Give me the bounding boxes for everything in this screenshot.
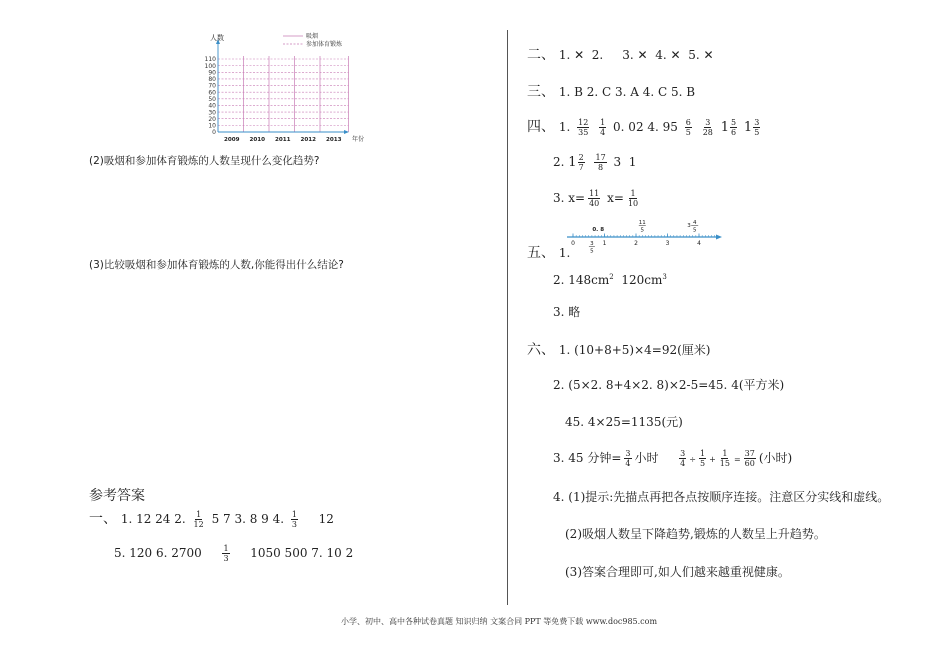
operator: = bbox=[733, 455, 741, 464]
y-tick-label: 90 bbox=[208, 69, 216, 77]
text: x= bbox=[607, 191, 624, 205]
fraction: $\frac{1}{3}$ bbox=[291, 510, 297, 529]
operator: ÷ bbox=[689, 455, 696, 464]
y-tick-label: 100 bbox=[204, 62, 216, 70]
text: 3 1 bbox=[613, 155, 637, 169]
tick-label: 0 bbox=[571, 240, 575, 247]
text: 5. 120 6. 2700 bbox=[114, 546, 202, 560]
section-1-label: 一、 bbox=[89, 511, 117, 527]
text: 小时 bbox=[634, 451, 659, 465]
section-2 bbox=[527, 44, 714, 64]
section-3 bbox=[527, 81, 695, 101]
x-tick-label: 2012 bbox=[300, 137, 317, 143]
y-tick-label: 20 bbox=[208, 115, 216, 123]
fraction: $\frac{1}{15}$ bbox=[719, 449, 730, 468]
text: (小时) bbox=[758, 451, 793, 465]
text: 3. 45 分钟= bbox=[553, 451, 622, 465]
fraction: $\frac{1}{4}$ bbox=[600, 118, 606, 137]
number-line bbox=[565, 217, 725, 259]
y-tick-label: 80 bbox=[208, 76, 216, 84]
question-3: (3)比较吸烟和参加体育锻炼的人数,你能得出什么结论? bbox=[89, 259, 344, 271]
section-4-line-2 bbox=[553, 153, 636, 172]
mark-label-numerator: 4 bbox=[692, 220, 697, 226]
mark-label-numerator: 3 bbox=[590, 241, 594, 247]
mixed-number: 1 $\frac{5}{6}$ bbox=[720, 118, 737, 137]
section-3-label: 三、 bbox=[527, 84, 555, 100]
legend-label: 吸烟 bbox=[306, 33, 319, 40]
x-tick-label: 2013 bbox=[325, 137, 342, 143]
section-6-line-5: 4. (1)提示:先描点再把各点按顺序连接。注意区分实线和虚线。 bbox=[553, 490, 890, 504]
fraction: $\frac{1}{3}$ bbox=[223, 544, 229, 563]
fraction: $\frac{12}{35}$ bbox=[578, 118, 589, 137]
y-tick-label: 50 bbox=[208, 96, 216, 104]
answers-title: 参考答案 bbox=[89, 488, 145, 504]
superscript: 3 bbox=[662, 273, 667, 281]
section-1-line-1 bbox=[89, 508, 334, 529]
fraction: $\frac{3}{28}$ bbox=[702, 118, 713, 137]
fraction: $\frac{1}{10}$ bbox=[627, 189, 639, 208]
column-divider bbox=[507, 30, 508, 605]
fraction: $\frac{3}{4}$ bbox=[680, 449, 686, 468]
section-6-line-3: 45. 4×25=1135(元) bbox=[565, 415, 683, 429]
mark-label-denominator: 5 bbox=[692, 227, 697, 234]
text: 120cm bbox=[613, 273, 663, 287]
section-5-line-2 bbox=[553, 273, 667, 287]
mark-label-numerator: 11 bbox=[638, 220, 646, 226]
superscript: 2 bbox=[609, 273, 614, 281]
y-tick-label: 70 bbox=[208, 82, 216, 90]
y-tick-label: 0 bbox=[212, 129, 216, 137]
section-5-line-1 bbox=[527, 242, 570, 262]
text: 0. 02 4. 95 bbox=[613, 120, 678, 134]
fraction: $\frac{6}{5}$ bbox=[685, 118, 691, 137]
fraction: $\frac{11}{40}$ bbox=[589, 189, 600, 208]
y-tick-label: 40 bbox=[208, 102, 216, 110]
number-line-arrow bbox=[716, 235, 722, 240]
text: 2. bbox=[553, 155, 565, 169]
x-tick-label: 2010 bbox=[249, 137, 266, 143]
y-tick-label: 110 bbox=[204, 56, 216, 64]
mark-label-denominator: 5 bbox=[640, 227, 645, 234]
mixed-number: 1 $\frac{3}{5}$ bbox=[743, 118, 760, 137]
text: 3. x= bbox=[553, 191, 586, 205]
text: 1. bbox=[558, 246, 571, 260]
fraction: $\frac{1}{5}$ bbox=[699, 449, 706, 468]
fraction: $\frac{17}{8}$ bbox=[595, 153, 606, 172]
section-5-label: 五、 bbox=[527, 245, 555, 261]
section-3-text: 1. B 2. C 3. A 4. C 5. B bbox=[558, 85, 696, 99]
mark-label-whole: 3 bbox=[687, 223, 691, 229]
section-2-label: 二、 bbox=[527, 47, 555, 63]
legend-label: 参加体育锻炼 bbox=[306, 41, 343, 48]
section-6-line-7: (3)答案合理即可,如人们越来越重视健康。 bbox=[565, 565, 790, 579]
question-2: (2)吸烟和参加体育锻炼的人数呈现什么变化趋势? bbox=[89, 155, 320, 167]
y-tick-label: 10 bbox=[208, 122, 216, 130]
mixed-number: 1 $\frac{2}{7}$ bbox=[568, 153, 584, 172]
y-tick-label: 60 bbox=[208, 89, 216, 97]
text: 1. (10+8+5)×4=92(厘米) bbox=[558, 343, 711, 357]
x-tick-label: 2011 bbox=[274, 137, 291, 143]
section-6-line-6: (2)吸烟人数呈下降趋势,锻炼的人数呈上升趋势。 bbox=[565, 527, 826, 541]
section-4-label: 四、 bbox=[527, 119, 555, 135]
section-4-line-1 bbox=[527, 116, 763, 137]
footer-text: 小学、初中、高中各种试卷真题 知识归纳 文案合同 PPT 等免费下载 www.doc985.com bbox=[341, 617, 658, 626]
text: 5 7 3. 8 9 4. bbox=[211, 512, 285, 526]
text: 2. 148cm bbox=[553, 273, 610, 287]
fraction: $\frac{3}{4}$ bbox=[625, 449, 631, 468]
section-4-line-3 bbox=[553, 189, 642, 208]
section-6-line-1 bbox=[527, 339, 710, 359]
mark-label-denominator: 5 bbox=[590, 248, 594, 255]
line-chart-grid bbox=[200, 28, 375, 146]
section-6-label: 六、 bbox=[527, 342, 555, 358]
mark-label: 0. 8 bbox=[592, 227, 605, 233]
tick-label: 3 bbox=[665, 240, 670, 247]
y-tick-label: 30 bbox=[208, 109, 216, 117]
text: 1. 12 24 2. bbox=[120, 512, 186, 526]
section-2-text: 1. ✕ 2. 3. ✕ 4. ✕ 5. ✕ bbox=[558, 48, 714, 62]
operator: + bbox=[709, 455, 716, 464]
section-6-line-4 bbox=[553, 449, 792, 468]
section-6-line-2: 2. (5×2. 8+4×2. 8)×2-5=45. 4(平方米) bbox=[553, 378, 785, 392]
section-5-line-3: 3. 略 bbox=[553, 305, 581, 319]
y-axis-label: 人数 bbox=[210, 34, 224, 42]
text: 12 bbox=[318, 512, 334, 526]
x-tick-label: 2009 bbox=[223, 137, 240, 143]
text: 1. bbox=[558, 120, 571, 134]
text: 1050 500 7. 10 2 bbox=[250, 546, 354, 560]
section-1-line-2 bbox=[114, 544, 353, 563]
tick-label: 4 bbox=[697, 240, 701, 247]
fraction: $\frac{1}{12}$ bbox=[193, 510, 204, 529]
x-axis-label: 年份 bbox=[352, 136, 365, 143]
fraction: $\frac{37}{60}$ bbox=[744, 449, 755, 468]
tick-label: 2 bbox=[634, 240, 638, 247]
tick-label: 1 bbox=[602, 240, 607, 247]
